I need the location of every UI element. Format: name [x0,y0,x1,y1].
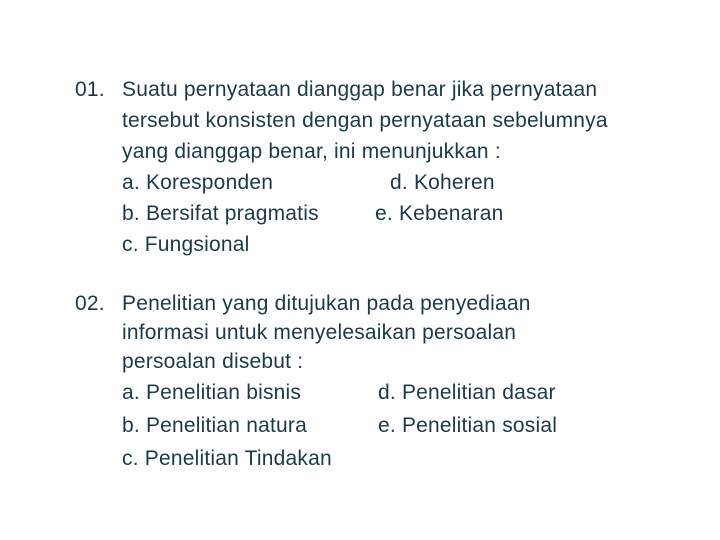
question-stem-line [75,105,695,136]
options-row [75,376,695,409]
option-b: b. Bersifat pragmatis [122,202,319,225]
option-c: c. Fungsional [122,233,250,256]
options-row [75,229,695,260]
question-stem-text: informasi untuk menyelesaikan persoalan [122,321,517,344]
question-number: 01. [75,78,105,101]
question-stem-line [75,289,695,318]
option-a: a. Penelitian bisnis [122,381,302,404]
question-number: 02. [75,292,105,315]
options-row [75,198,695,229]
question-1 [75,74,695,260]
question-stem-line [75,74,695,105]
option-d: d. Koheren [390,171,495,194]
option-c: c. Penelitian Tindakan [122,447,332,470]
question-stem-text: yang dianggap benar, ini menunjukkan : [122,140,501,163]
option-b: b. Penelitian natura [122,414,307,437]
option-d: d. Penelitian dasar [378,381,556,404]
question-stem-text: Suatu pernyataan dianggap benar jika pernyataan [122,78,598,101]
options-row [75,409,695,442]
option-e: e. Kebenaran [375,202,504,225]
question-stem-line [75,136,695,167]
question-stem-line [75,318,695,347]
question-stem-text: persoalan disebut : [122,350,304,373]
question-stem-line [75,347,695,376]
question-stem-text: Penelitian yang ditujukan pada penyediaan [122,292,531,315]
options-row [75,442,695,475]
options-row [75,167,695,198]
question-2 [75,289,695,475]
question-stem-text: tersebut konsisten dengan pernyataan sebelumnya [122,109,608,132]
option-e: e. Penelitian sosial [378,414,558,437]
option-a: a. Koresponden [122,171,274,194]
